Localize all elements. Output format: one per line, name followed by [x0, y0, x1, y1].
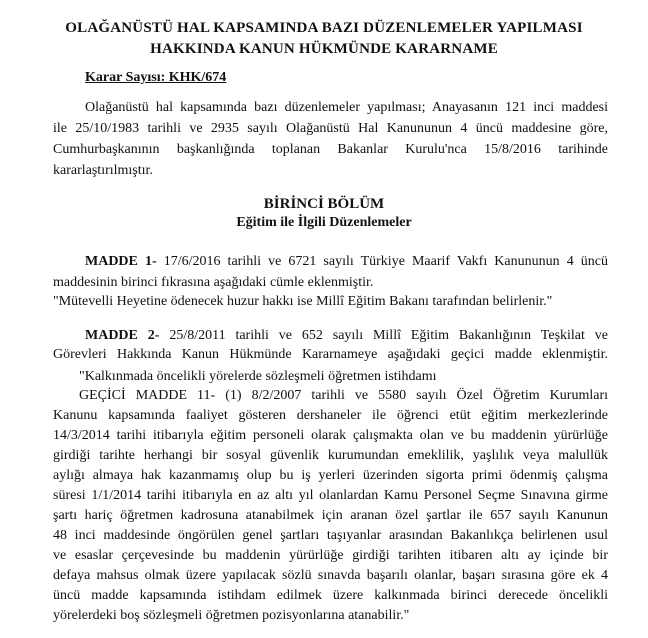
- section-title: BİRİNCİ BÖLÜM: [263, 196, 385, 212]
- document-title-line-1: OLAĞANÜSTÜ HAL KAPSAMINDA BAZI DÜZENLEMELER YAPILMASI: [65, 20, 583, 36]
- article-2-body-line-8: 48 inci maddesinde öngörülen genel şartları taşıyanlar arasından Bakanlıkça belirlenen usul: [53, 528, 608, 543]
- article-2-label: MADDE 2-: [85, 328, 160, 343]
- article-2-body-line-5: aylığı almaya hak kazanmamış olup bu iş yerleri üzerinden sigorta primi ödenmiş çalışma: [53, 468, 608, 483]
- article-2-body-line-2: Kanunu kapsamında faaliyet gösteren dershaneler ile öğrenci etüt eğitim merkezlerinde: [53, 408, 608, 423]
- article-1-quote: "Mütevelli Heyetine ödenecek huzur hakkı ise Millî Eğitim Bakanı tarafından belirlenir.": [53, 294, 553, 309]
- article-2-body-line-9: ve esaslar çerçevesinde bu maddenin yürürlüğe girdiği tarihten itibaren altı ay içinde bir: [53, 548, 608, 563]
- article-2-body-line-10: defaya mahsus olmak üzere yapılacak sözlü sınavda başarılı olanlar, başarı sırasına göre ek 4: [53, 568, 608, 583]
- article-2-body-line-6: süresi 1/1/2014 tarihi itibarıyla en az altı yıl olanlardan Kamu Personel Seçme Sınavına girme: [53, 488, 608, 503]
- article-2-heading: "Kalkınmada öncelikli yörelerde sözleşmeli öğretmen istihdamı: [79, 369, 437, 384]
- decision-number: [85, 69, 226, 87]
- article-2-line-1: [85, 327, 608, 345]
- preamble-line-4: kararlaştırılmıştır.: [53, 163, 153, 178]
- article-2-body-line-12: yörelerdeki boş sözleşmeli öğretmen pozisyonlarına atanabilir.": [53, 608, 410, 623]
- article-2-body-line-4: girdiği tarihte herhangi bir sosyal güvenlik kurumundan emeklilik, yaşlılık veya malullük: [53, 448, 608, 463]
- article-1-line-1: [85, 253, 608, 271]
- article-2-body-line-11: üncü madde kapsamında istihdam edilmek üzere kalkınmada birinci derecede öncelikli: [53, 588, 608, 603]
- article-2-body-line-3: 14/3/2014 tarihi itibarıyla eğitim personeli olarak çalışmakta olan ve bu maddenin yürürlüğe: [53, 428, 608, 443]
- section-subtitle: Eğitim ile İlgili Düzenlemeler: [236, 215, 412, 230]
- article-1-line-2: maddesinin birinci fıkrasına aşağıdaki cümle eklenmiştir.: [53, 275, 374, 290]
- article-2-body-line-1: GEÇİCİ MADDE 11- (1) 8/2/2007 tarihli ve 5580 sayılı Özel Öğretim Kurumları: [79, 388, 608, 403]
- article-1-text: 17/6/2016 tarihli ve 6721 sayılı Türkiye Maarif Vakfı Kanununun 4 üncü: [156, 254, 608, 269]
- preamble-line-1: Olağanüstü hal kapsamında bazı düzenlemeler yapılması; Anayasanın 121 inci maddesi: [85, 100, 608, 115]
- article-1-label: MADDE 1-: [85, 254, 157, 269]
- article-2-line-2: Görevleri Hakkında Kanun Hükmünde Kararnameye aşağıdaki geçici madde eklenmiştir.: [53, 347, 608, 362]
- preamble-line-3: Cumhurbaşkanının başkanlığında toplanan Bakanlar Kurulu'nca 15/8/2016 tarihinde: [53, 142, 608, 157]
- article-2-body-line-7: şartı hariç öğretmen kadrosuna atanabilmek için aranan özel şartlar ile 657 sayılı Kanunun: [53, 508, 608, 523]
- document-title-line-2: HAKKINDA KANUN HÜKMÜNDE KARARNAME: [150, 41, 498, 57]
- preamble-line-2: ile 25/10/1983 tarihli ve 2935 sayılı Olağanüstü Hal Kanununun 4 üncü maddesine göre,: [53, 121, 608, 136]
- decision-label: Karar Sayısı: KHK/674: [85, 70, 227, 85]
- article-2-text: 25/8/2011 tarihli ve 652 sayılı Millî Eğitim Bakanlığının Teşkilat ve: [159, 328, 609, 343]
